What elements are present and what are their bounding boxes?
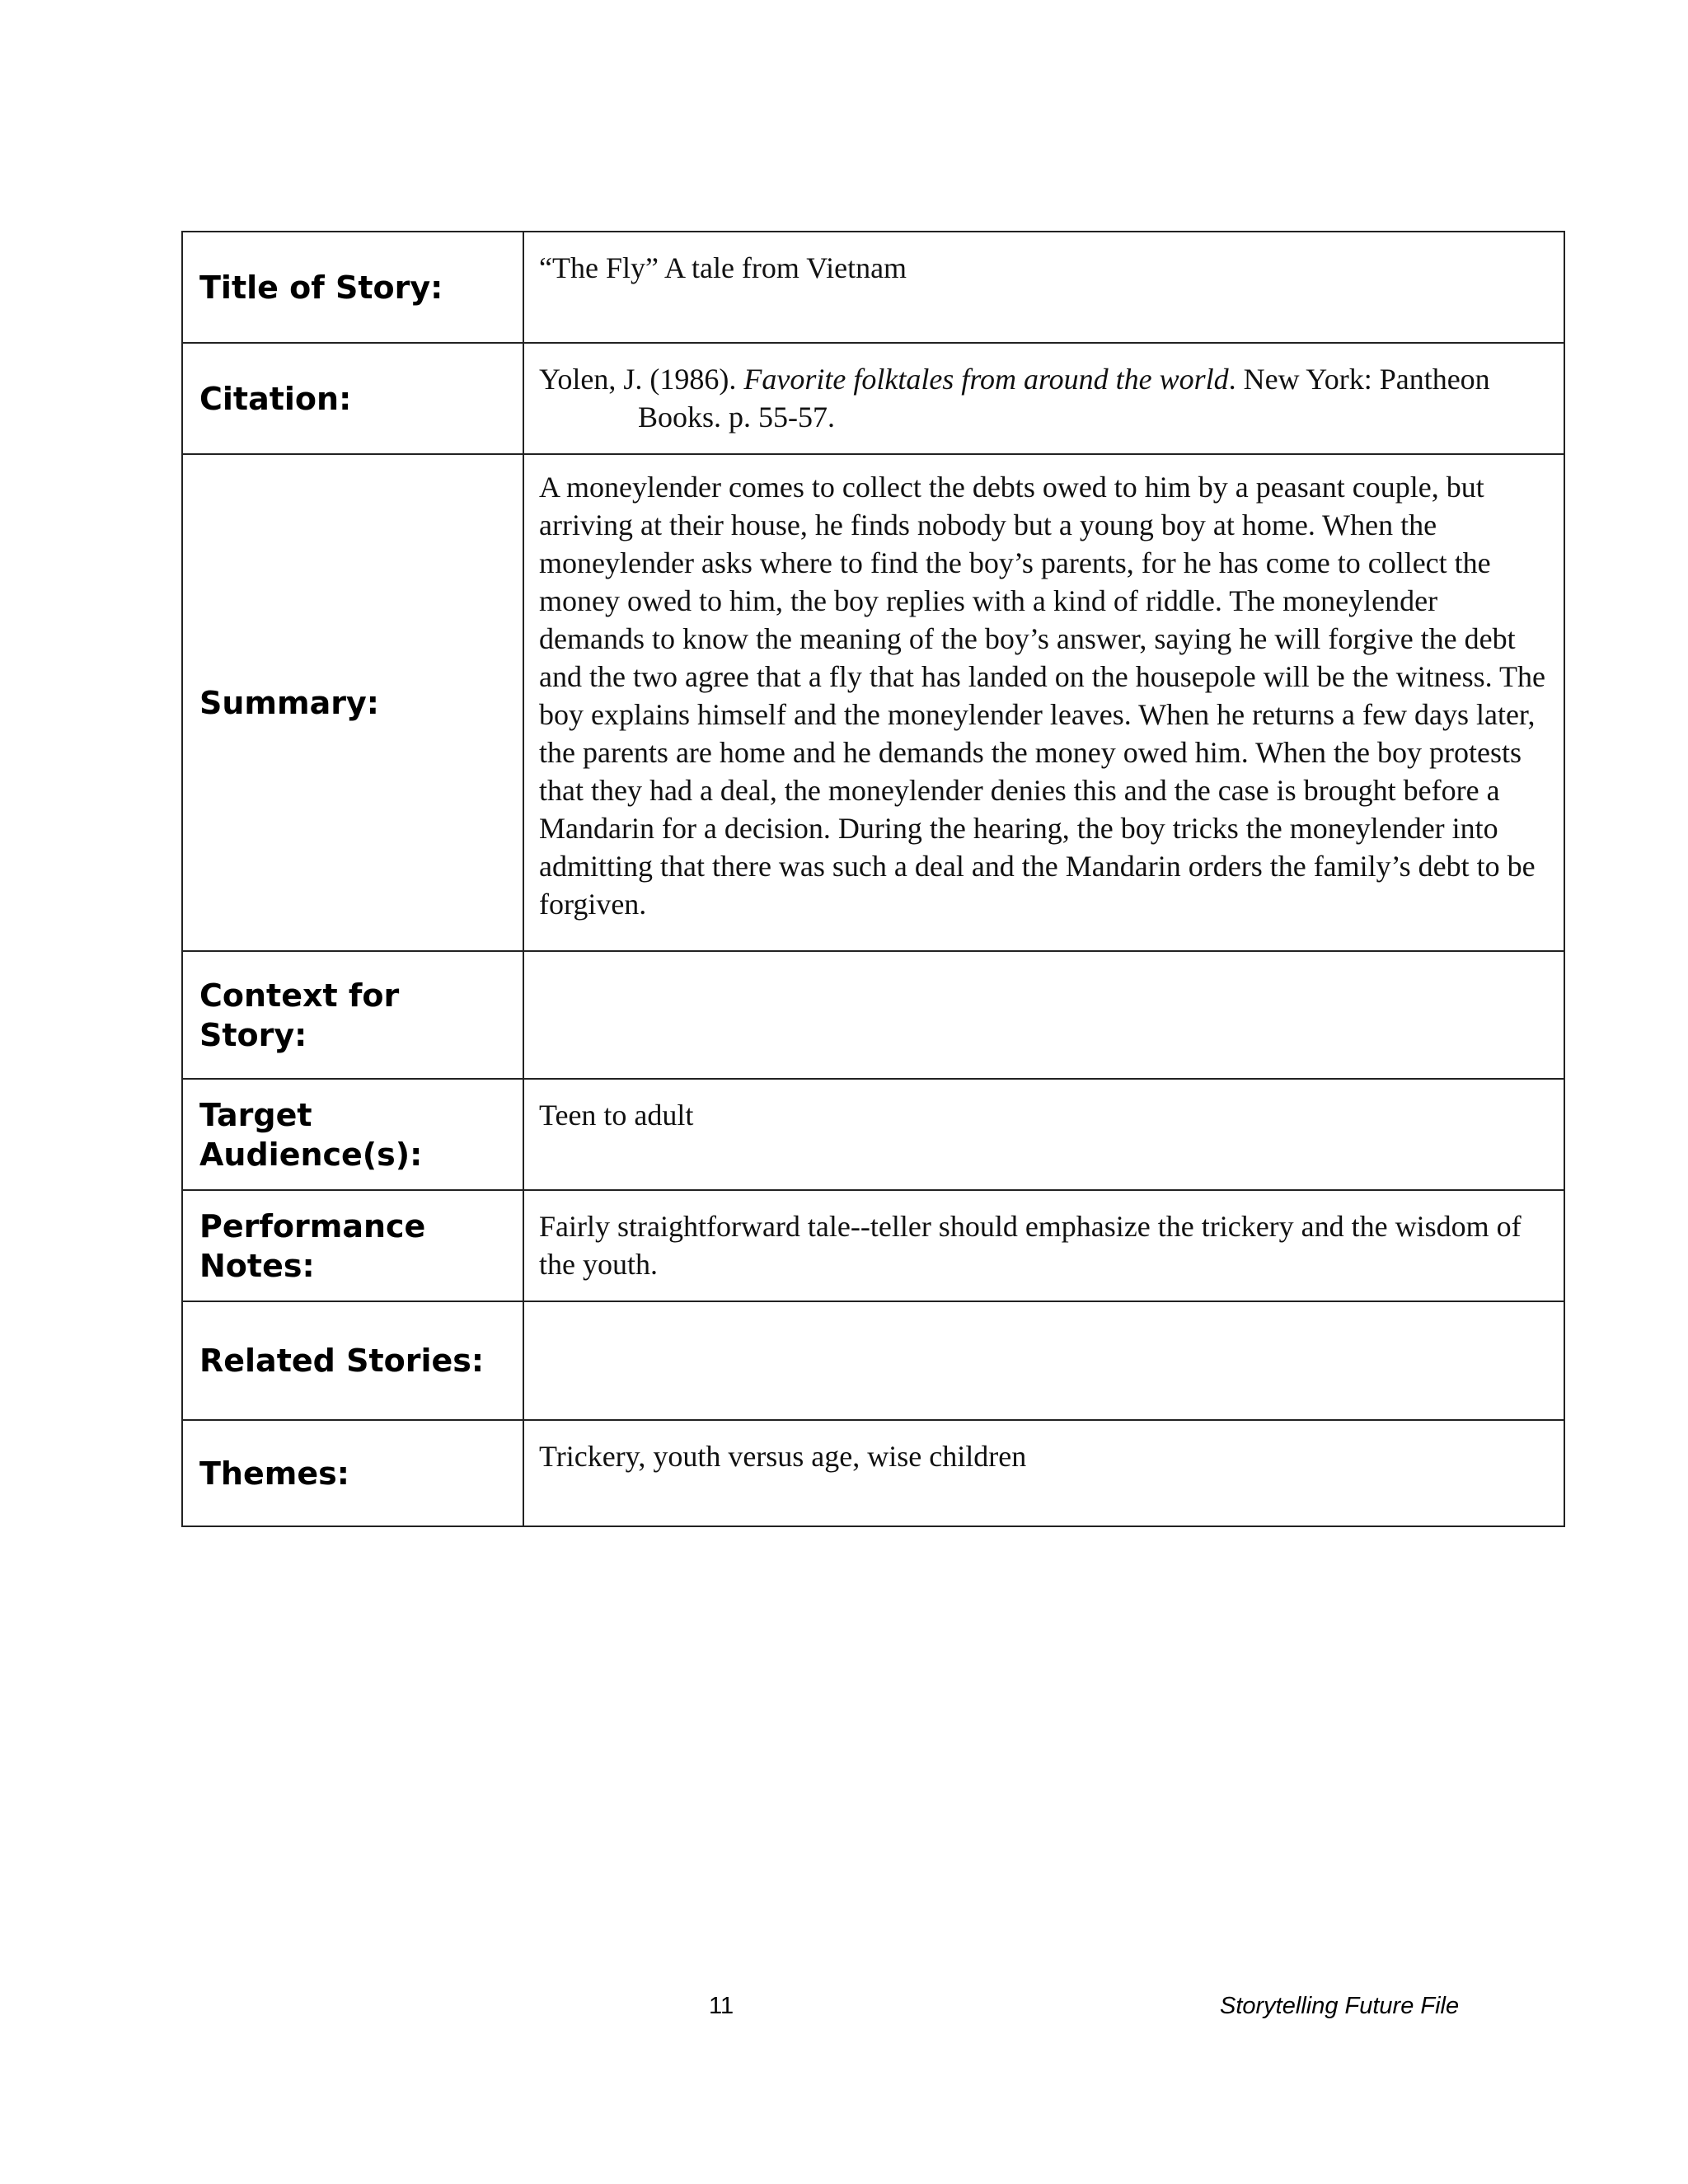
table-row-target-audience: [182, 1079, 1564, 1190]
row-label: Summary:: [182, 454, 523, 951]
target-audience-value: Teen to adult: [523, 1079, 1564, 1190]
row-label: Themes:: [182, 1420, 523, 1526]
row-label: Related Stories:: [182, 1301, 523, 1420]
row-label: Title of Story:: [182, 232, 523, 343]
table-row-context: [182, 951, 1564, 1079]
citation-text: [539, 360, 1549, 436]
footer-document-title: Storytelling Future File: [1220, 1993, 1460, 2019]
table-row-themes: [182, 1420, 1564, 1526]
themes-value: Trickery, youth versus age, wise children: [523, 1420, 1564, 1526]
row-label: Context for Story:: [182, 951, 523, 1079]
story-file-table: [181, 231, 1565, 1527]
table-row-performance-notes: [182, 1190, 1564, 1301]
row-label: Citation:: [182, 343, 523, 454]
citation-book-title: Favorite folktales from around the world: [743, 363, 1229, 396]
related-stories-value: [523, 1301, 1564, 1420]
table-row-related-stories: [182, 1301, 1564, 1420]
table-row-title: [182, 232, 1564, 343]
summary-value: A moneylender comes to collect the debts owed to him by a peasant couple, but arriving at their house, he finds nobody but a young boy at home. When the moneylender asks where to find the boy’s parents, for he has come to collect the money owed to him, the boy replies with a kind of riddle. The moneylender demands to know the meaning of the boy’s answer, saying he will forgive the debt and the two agree that a fly that has landed on the housepole will be the witness. The boy explains himself and the moneylender leaves. When he returns a few days later, the parents are home and he demands the money owed him. When the boy protests that they had a deal, the moneylender denies this and the case is brought before a Mandarin for a decision. During the hearing, the boy tricks the moneylender into admitting that there was such a deal and the Mandarin orders the family’s debt to be forgiven.: [523, 454, 1564, 951]
table-row-citation: [182, 343, 1564, 454]
story-title-value: “The Fly” A tale from Vietnam: [523, 232, 1564, 343]
row-label: Target Audience(s):: [182, 1079, 523, 1190]
table-row-summary: [182, 454, 1564, 951]
citation-value: [523, 343, 1564, 454]
citation-publisher: . New York: Pantheon Books. p. 55-57.: [638, 363, 1490, 434]
performance-notes-value: Fairly straightforward tale--teller should emphasize the trickery and the wisdom of the youth.: [523, 1190, 1564, 1301]
context-value: [523, 951, 1564, 1079]
row-label: Performance Notes:: [182, 1190, 523, 1301]
citation-author: Yolen, J. (1986).: [539, 363, 744, 396]
page-number: 11: [709, 1993, 734, 2019]
